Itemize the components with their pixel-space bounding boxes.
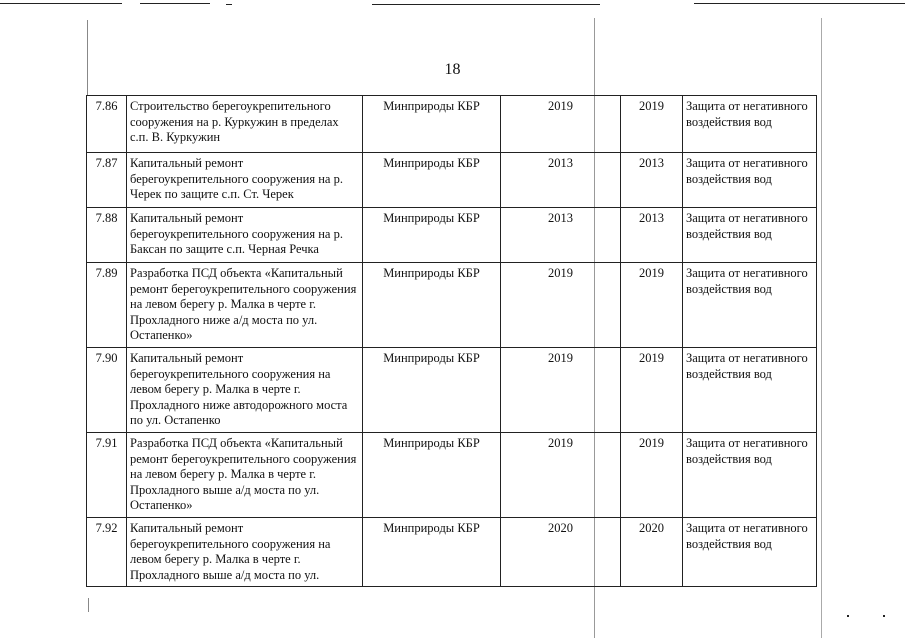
expected-result: Защита от негативного воздействия вод xyxy=(683,263,817,348)
expected-result: Защита от негативного воздействия вод xyxy=(683,433,817,518)
responsible-org: Минприроды КБР xyxy=(363,348,501,433)
end-year: 2019 xyxy=(621,433,683,518)
row-number: 7.91 xyxy=(87,433,127,518)
measure-name: Строительство берегоукрепительного сооружения на р. Куркужин в пределах с.п. В. Куркужин xyxy=(127,96,363,153)
scan-artifact xyxy=(0,3,122,4)
row-number: 7.87 xyxy=(87,153,127,208)
table-row xyxy=(87,96,817,153)
table-row xyxy=(87,518,817,587)
measures-table xyxy=(86,95,817,587)
table-row xyxy=(87,208,817,263)
start-year: 2019 xyxy=(501,348,621,433)
measure-name: Разработка ПСД объекта «Капитальный ремонт берегоукрепительного сооружения на левом берегу р. Малка в черте г. Прохладного выше а/д моста по ул. Остапенко» xyxy=(127,433,363,518)
row-number: 7.92 xyxy=(87,518,127,587)
expected-result: Защита от негативного воздействия вод xyxy=(683,518,817,587)
measure-name: Капитальный ремонт берегоукрепительного сооружения на р. Черек по защите с.п. Ст. Черек xyxy=(127,153,363,208)
scan-artifact xyxy=(694,3,905,4)
end-year: 2019 xyxy=(621,96,683,153)
scan-artifact xyxy=(883,615,885,617)
scan-artifact xyxy=(821,18,822,638)
table-row xyxy=(87,263,817,348)
expected-result: Защита от негативного воздействия вод xyxy=(683,96,817,153)
expected-result: Защита от негативного воздействия вод xyxy=(683,153,817,208)
table-row xyxy=(87,348,817,433)
scan-artifact xyxy=(372,4,600,5)
row-number: 7.89 xyxy=(87,263,127,348)
scan-artifact xyxy=(87,20,88,95)
measure-name: Разработка ПСД объекта «Капитальный ремонт берегоукрепительного сооружения на левом берегу р. Малка в черте г. Прохладного ниже а/д моста по ул. Остапенко» xyxy=(127,263,363,348)
start-year: 2020 xyxy=(501,518,621,587)
start-year: 2019 xyxy=(501,263,621,348)
table-row xyxy=(87,433,817,518)
responsible-org: Минприроды КБР xyxy=(363,263,501,348)
responsible-org: Минприроды КБР xyxy=(363,433,501,518)
end-year: 2019 xyxy=(621,263,683,348)
start-year: 2019 xyxy=(501,96,621,153)
end-year: 2020 xyxy=(621,518,683,587)
scan-artifact xyxy=(847,615,849,617)
start-year: 2013 xyxy=(501,153,621,208)
start-year: 2019 xyxy=(501,433,621,518)
end-year: 2013 xyxy=(621,208,683,263)
responsible-org: Минприроды КБР xyxy=(363,153,501,208)
end-year: 2013 xyxy=(621,153,683,208)
responsible-org: Минприроды КБР xyxy=(363,96,501,153)
measure-name: Капитальный ремонт берегоукрепительного сооружения на р. Баксан по защите с.п. Черная Речка xyxy=(127,208,363,263)
row-number: 7.86 xyxy=(87,96,127,153)
scan-artifact xyxy=(140,3,210,4)
measure-name: Капитальный ремонт берегоукрепительного сооружения на левом берегу р. Малка в черте г. Прохладного ниже автодорожного моста по ул. Остапенко xyxy=(127,348,363,433)
expected-result: Защита от негативного воздействия вод xyxy=(683,348,817,433)
row-number: 7.88 xyxy=(87,208,127,263)
responsible-org: Минприроды КБР xyxy=(363,208,501,263)
scan-artifact xyxy=(88,598,89,612)
page-number: 18 xyxy=(444,61,461,78)
responsible-org: Минприроды КБР xyxy=(363,518,501,587)
expected-result: Защита от негативного воздействия вод xyxy=(683,208,817,263)
measure-name: Капитальный ремонт берегоукрепительного сооружения на левом берегу р. Малка в черте г. Прохладного выше а/д моста по ул. xyxy=(127,518,363,587)
table-row xyxy=(87,153,817,208)
end-year: 2019 xyxy=(621,348,683,433)
row-number: 7.90 xyxy=(87,348,127,433)
start-year: 2013 xyxy=(501,208,621,263)
scan-artifact xyxy=(226,4,232,5)
